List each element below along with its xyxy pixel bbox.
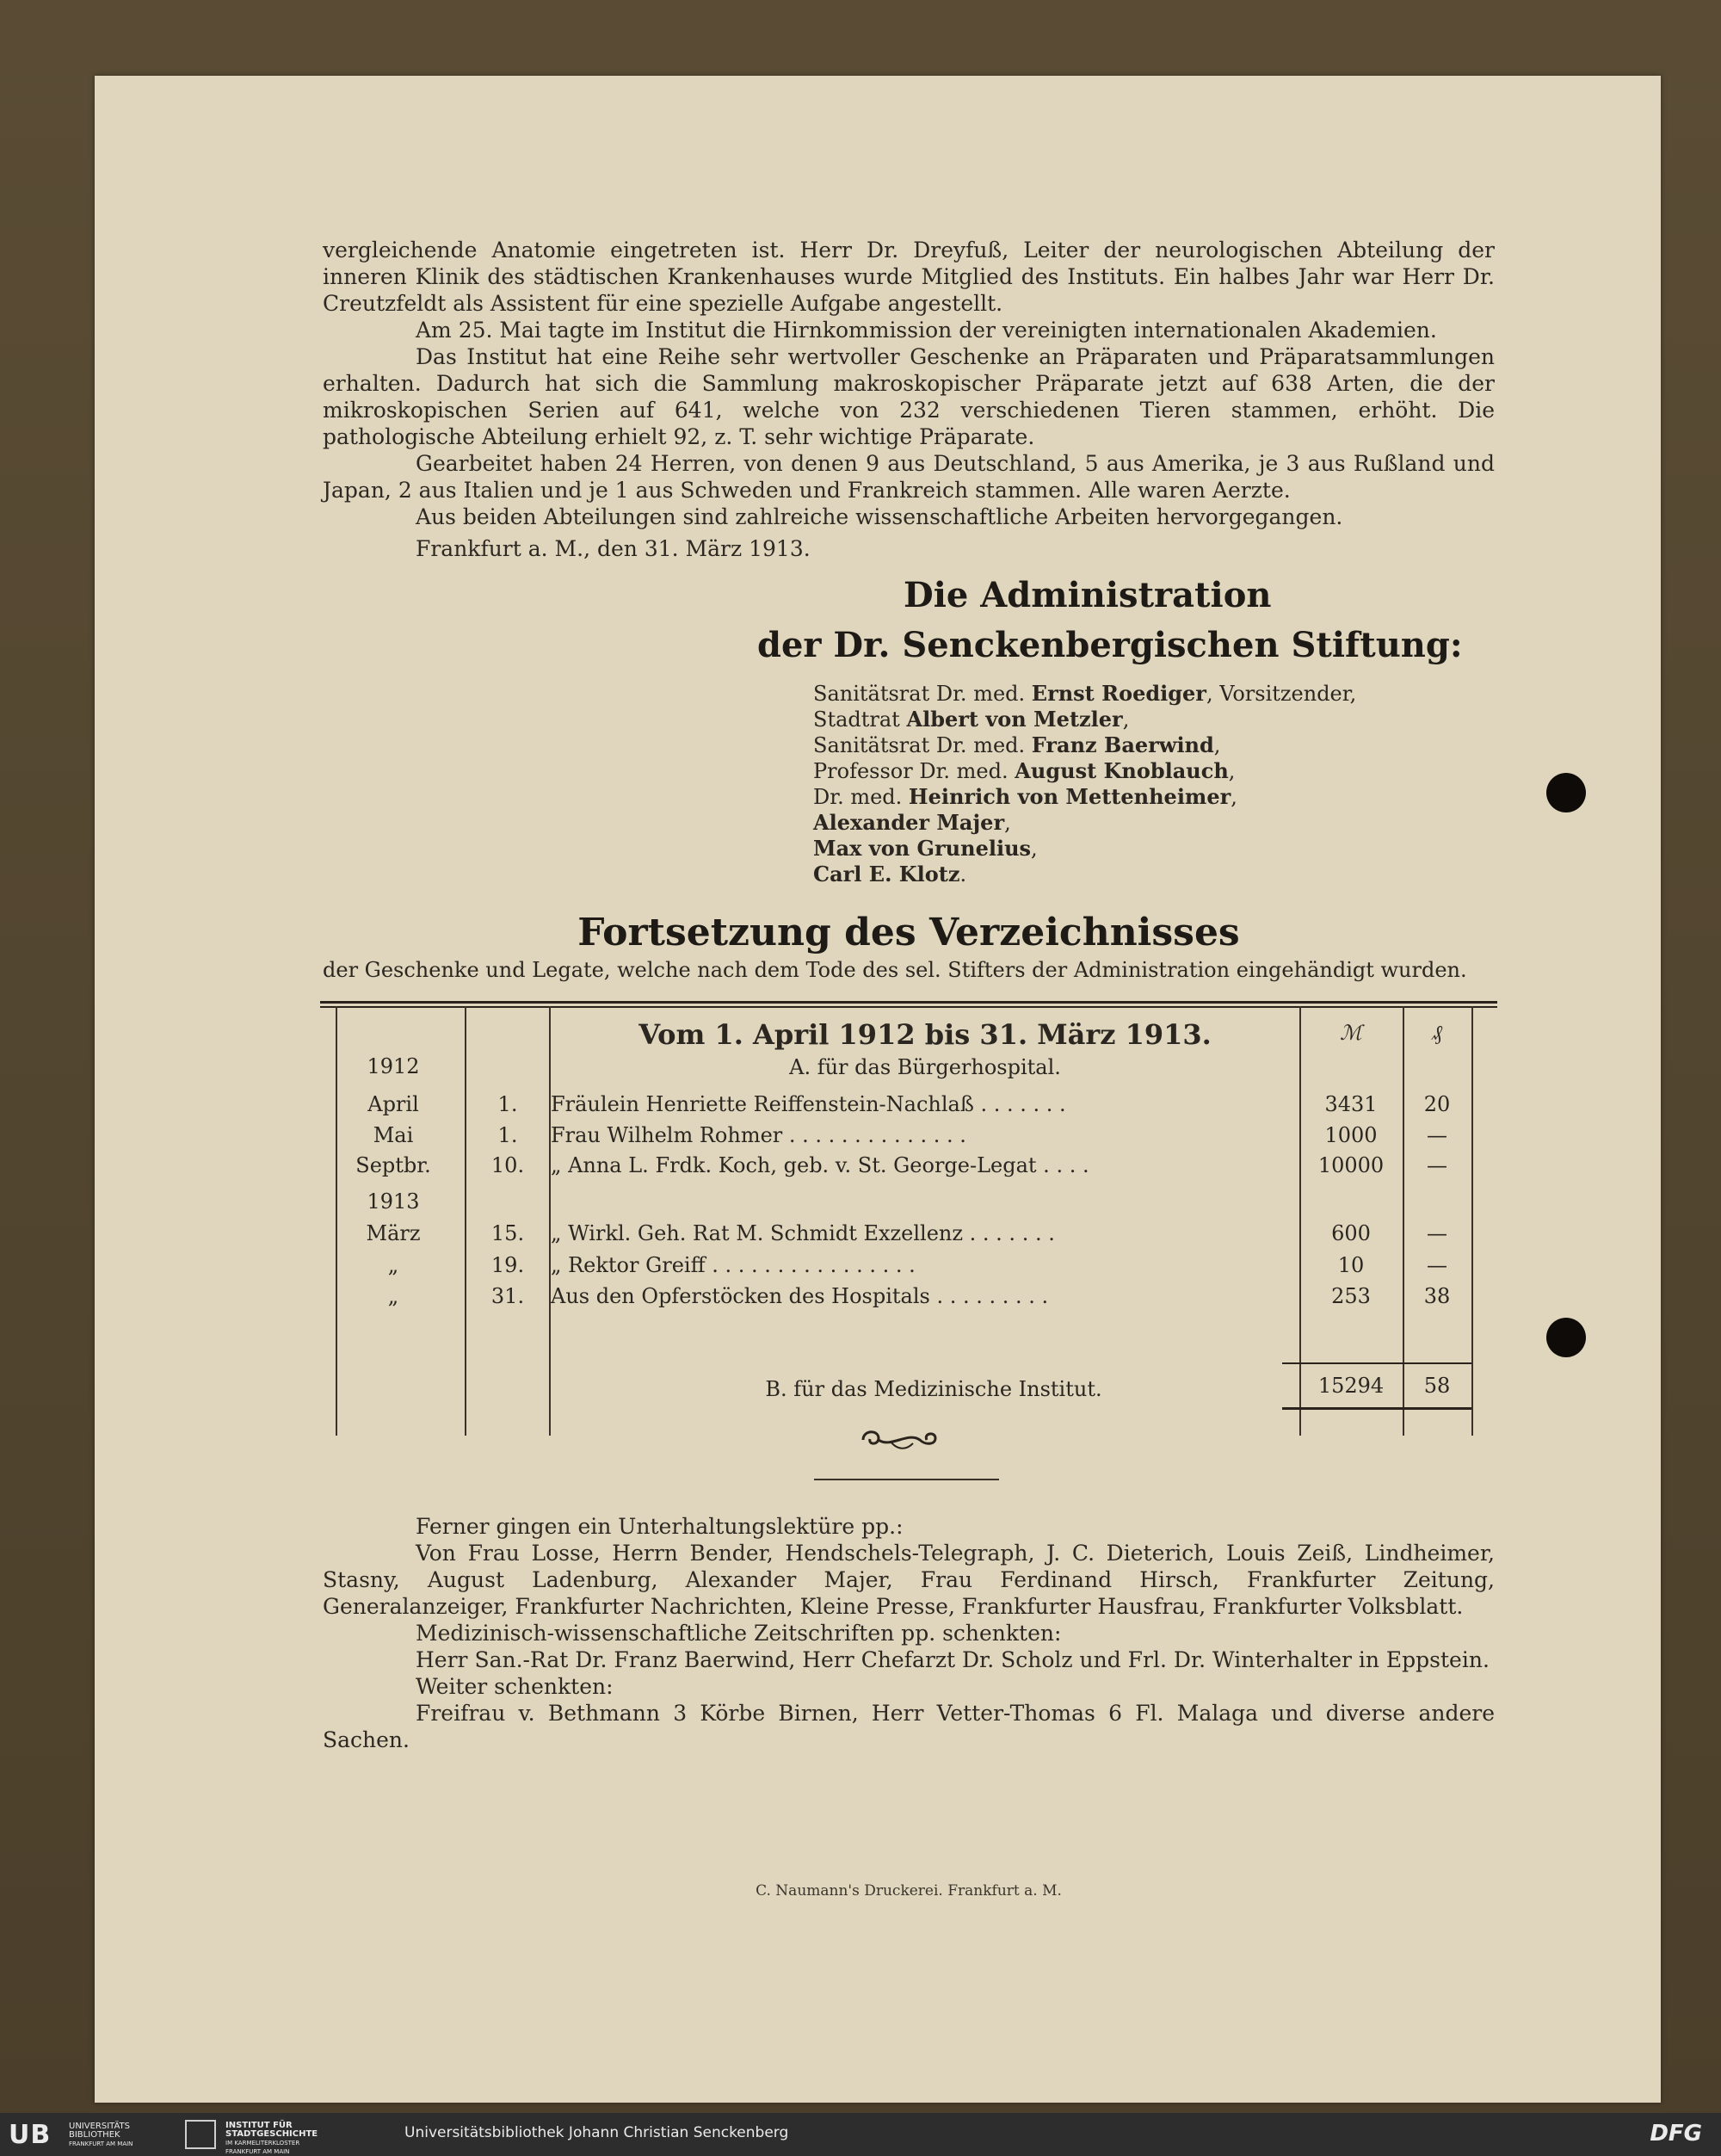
ledger-month: März (366, 1221, 421, 1245)
closing-paragraph-2: Von Frau Losse, Herrn Bender, Hendschels-Telegraph, J. C. Dieterich, Louis Zeiß, Lindheimer, Stasny, August Ladenburg, Alexander Majer, Frau Ferdinand Hirsch, Frankfurter Zeitung, Generalanzeiger, Frankfurter Nachrichten, Kleine Presse, Frankfurter Hausfrau, Frankfurter Volksblatt. (323, 1541, 1495, 1619)
administration-member (813, 707, 1416, 732)
ub-logo-line: FRANKFURT AM MAIN (69, 2141, 133, 2147)
ledger-entry: Frau Wilhelm Rohmer . . . . . . . . . . . . . . (551, 1123, 966, 1147)
institute-logo-icon[interactable] (185, 2120, 216, 2149)
member-name: Albert von Metzler (906, 707, 1123, 732)
administration-members (813, 681, 1416, 887)
institute-logo-line: INSTITUT FÜR (225, 2121, 293, 2130)
ub-logo-text (69, 2122, 133, 2148)
ledger-entry: „ Anna L. Frdk. Koch, geb. v. St. George-Legat . . . . (551, 1153, 1089, 1177)
printer-imprint: C. Naumann's Druckerei. Frankfurt a. M. (756, 1882, 1062, 1900)
closing-paragraph-5: Weiter schenkten: (416, 1674, 614, 1699)
ledger-day: 15. (490, 1221, 525, 1245)
ledger-sum-rule-lower (1282, 1407, 1471, 1410)
member-title: Stadtrat (813, 707, 907, 732)
member-suffix: , Vorsitzender, (1206, 682, 1357, 706)
member-name: Ernst Roediger (1031, 681, 1206, 706)
member-suffix: , (1031, 837, 1038, 861)
viewer-footer-bar (0, 2113, 1721, 2156)
administration-title: Die Administration (904, 575, 1272, 615)
dfg-logo[interactable]: DFG (1650, 2121, 1702, 2147)
ledger-top-rule (320, 1001, 1497, 1004)
ledger-entry: Aus den Opferstöcken des Hospitals . . . . . . . . . (551, 1284, 1049, 1308)
ledger-top-rule-2 (320, 1006, 1497, 1008)
closing-paragraph-4: Herr San.-Rat Dr. Franz Baerwind, Herr Chefarzt Dr. Scholz und Frl. Dr. Winterhalter in Eppstein. (416, 1647, 1490, 1672)
ledger-pfennig-amount: 38 (1423, 1284, 1451, 1308)
ledger-entry: „ Wirkl. Geh. Rat M. Schmidt Exzellenz . . . . . . . (551, 1221, 1055, 1245)
intro-paragraph-2: Am 25. Mai tagte im Institut die Hirnkommission der vereinigten internationalen Akademien. (416, 318, 1437, 343)
ledger-year-1912: 1912 (367, 1054, 420, 1078)
closing-paragraph-6: Freifrau v. Bethmann 3 Körbe Birnen, Herr Vetter-Thomas 6 Fl. Malaga und diverse andere Sachen. (323, 1701, 1495, 1752)
member-name: Carl E. Klotz (813, 862, 960, 886)
continuation-title: Fortsetzung des Verzeichnisses (577, 911, 1240, 954)
administration-member (813, 732, 1416, 758)
ledger-day: 1. (497, 1123, 518, 1147)
ledger-total-pfennig: 58 (1423, 1374, 1451, 1398)
ledger-mark-amount: 600 (1331, 1221, 1371, 1245)
ledger-day: 10. (490, 1153, 525, 1177)
ledger-heading: Vom 1. April 1912 bis 31. März 1913. (638, 1018, 1212, 1051)
donations-ledger (320, 1001, 1497, 1436)
ledger-mark-amount: 10 (1337, 1253, 1365, 1277)
ledger-sum-rule (1282, 1362, 1471, 1364)
ledger-year-1913: 1913 (367, 1189, 420, 1214)
ledger-month: Mai (373, 1123, 414, 1147)
ledger-mark-amount: 1000 (1324, 1123, 1378, 1147)
ledger-month: April (367, 1092, 419, 1116)
ledger-day: 31. (490, 1284, 525, 1308)
ledger-pfennig-amount: — (1427, 1253, 1447, 1277)
intro-paragraph-4: Gearbeitet haben 24 Herren, von denen 9 aus Deutschland, 5 aus Amerika, je 3 aus Rußland und Japan, 2 aus Italien und je 1 aus Schweden und Frankreich stammen. Alle waren Aerzte. (323, 451, 1495, 503)
administration-member (813, 758, 1416, 784)
date-line: Frankfurt a. M., den 31. März 1913. (416, 536, 811, 561)
ledger-mark-amount: 253 (1331, 1284, 1371, 1308)
ledger-section-b: B. für das Medizinische Institut. (765, 1377, 1102, 1401)
library-caption: Universitätsbibliothek Johann Christian Senckenberg (404, 2124, 789, 2141)
punch-hole-upper (1546, 773, 1586, 812)
ub-logo-line: BIBLIOTHEK (69, 2130, 120, 2140)
ledger-total-mark: 15294 (1317, 1374, 1385, 1398)
ledger-col-line (1471, 1006, 1473, 1436)
ub-logo-line: UNIVERSITÄTS (69, 2122, 131, 2131)
member-name: Max von Grunelius (813, 836, 1032, 861)
ledger-entry: „ Rektor Greiff . . . . . . . . . . . . . . . . (551, 1253, 916, 1277)
intro-paragraph-3: Das Institut hat eine Reihe sehr wertvoller Geschenke an Präparaten und Präparatsammlungen erhalten. Dadurch hat sich die Sammlung makroskopischer Präparate jetzt auf 638 Arten, die der mikroskopischen Serien auf 641, welche von 232 verschiedenen Tieren stammen, erhöht. Die pathologische Abteilung erhielt 92, z. T. sehr wichtige Präparate. (323, 344, 1495, 449)
member-title: Sanitätsrat Dr. med. (813, 733, 1032, 757)
institute-logo-text (225, 2122, 318, 2156)
intro-paragraph-1: vergleichende Anatomie eingetreten ist. Herr Dr. Dreyfuß, Leiter der neurologischen Abteilung der inneren Klinik des städtischen Krankenhauses wurde Mitglied des Instituts. Ein halbes Jahr war Herr Dr. Creutzfeldt als Assistent für eine spezielle Aufgabe angestellt. (323, 238, 1495, 316)
punch-hole-lower (1546, 1318, 1586, 1357)
ledger-month: Septbr. (355, 1153, 431, 1177)
member-name: August Knoblauch (1015, 758, 1229, 783)
member-suffix: , (1231, 785, 1237, 809)
member-title: Dr. med. (813, 785, 909, 809)
ledger-mark-amount: 10000 (1317, 1153, 1385, 1177)
administration-member (813, 681, 1416, 707)
ledger-entry: Fräulein Henriette Reiffenstein-Nachlaß . . . . . . . (551, 1092, 1066, 1116)
member-name: Franz Baerwind (1031, 732, 1214, 757)
administration-subtitle: der Dr. Senckenbergischen Stiftung: (757, 625, 1463, 665)
ledger-month: „ (387, 1284, 399, 1308)
member-name: Alexander Majer (813, 810, 1005, 835)
ledger-mark-header: ℳ (1340, 1021, 1362, 1045)
ledger-day: 19. (490, 1253, 525, 1277)
ledger-month: „ (387, 1253, 399, 1277)
institute-logo-line: FRANKFURT AM MAIN (225, 2148, 290, 2155)
section-separator (814, 1479, 999, 1480)
administration-member (813, 784, 1416, 810)
member-suffix: , (1213, 733, 1221, 757)
institute-logo-line: STADTGESCHICHTE (225, 2129, 318, 2139)
ornament-flourish (856, 1424, 942, 1455)
member-suffix: , (1122, 707, 1130, 732)
institute-logo-line: IM KARMELITERKLOSTER (225, 2140, 300, 2147)
member-name: Heinrich von Mettenheimer (908, 784, 1231, 809)
intro-text (323, 237, 1495, 562)
ub-logo[interactable]: UB (9, 2120, 52, 2150)
ledger-pfennig-amount: — (1427, 1123, 1447, 1147)
administration-member (813, 862, 1416, 887)
member-suffix: , (1004, 811, 1011, 835)
member-suffix: . (959, 862, 967, 886)
ledger-day: 1. (497, 1092, 518, 1116)
ledger-pfennig-header: ₰ (1432, 1021, 1442, 1045)
member-title: Professor Dr. med. (813, 759, 1015, 783)
closing-text (323, 1513, 1495, 1753)
member-suffix: , (1228, 759, 1236, 783)
ledger-section-a: A. für das Bürgerhospital. (789, 1055, 1061, 1079)
ledger-pfennig-amount: — (1427, 1221, 1447, 1245)
continuation-subtitle: der Geschenke und Legate, welche nach dem Tode des sel. Stifters der Administration eingehändigt wurden. (323, 958, 1467, 982)
ledger-pfennig-amount: — (1427, 1153, 1447, 1177)
administration-member (813, 836, 1416, 862)
ledger-pfennig-amount: 20 (1423, 1092, 1451, 1116)
ledger-mark-amount: 3431 (1324, 1092, 1378, 1116)
closing-paragraph-1: Ferner gingen ein Unterhaltungslektüre pp.: (416, 1514, 904, 1539)
intro-paragraph-5: Aus beiden Abteilungen sind zahlreiche wissenschaftliche Arbeiten hervorgegangen. (416, 504, 1343, 529)
administration-member (813, 810, 1416, 836)
member-title: Sanitätsrat Dr. med. (813, 682, 1032, 706)
closing-paragraph-3: Medizinisch-wissenschaftliche Zeitschriften pp. schenkten: (416, 1621, 1062, 1646)
